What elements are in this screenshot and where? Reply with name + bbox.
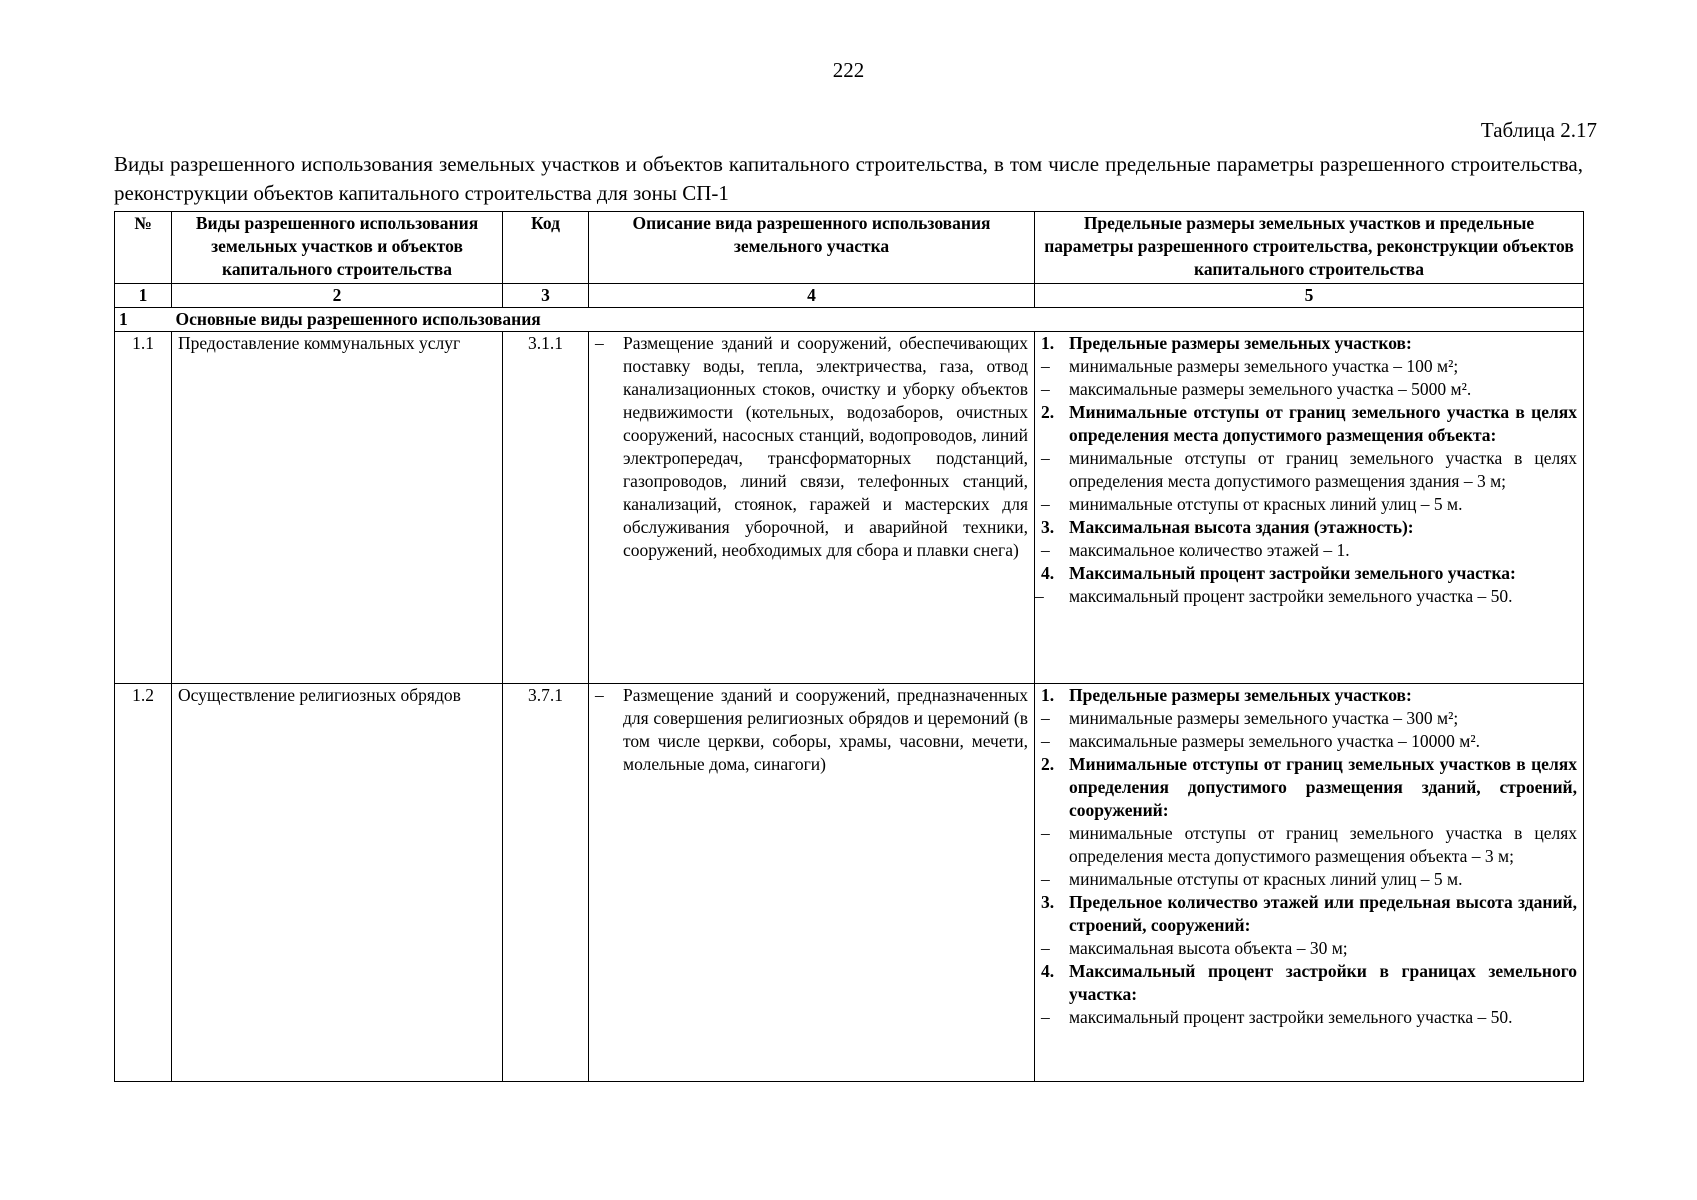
section-title: Основные виды разрешенного использования (172, 308, 1584, 332)
param-item: максимальный процент застройки земельного участка – 50. (1069, 1007, 1513, 1027)
dash-bullet: – (1041, 938, 1050, 958)
header-row (115, 212, 1584, 284)
land-use-table (114, 211, 1584, 1082)
param-number: 4. (1041, 563, 1055, 583)
param-heading: Максимальный процент застройки в границах земельного участка: (1069, 961, 1577, 1004)
header-kind: Виды разрешенного использования земельных участков и объектов капитального строительства (172, 212, 503, 284)
dash-bullet: – (595, 685, 604, 705)
use-description (589, 684, 1035, 1082)
section-number: 1 (115, 308, 172, 332)
dash-bullet: – (1041, 869, 1050, 889)
column-number: 2 (172, 284, 503, 308)
column-number: 1 (115, 284, 172, 308)
param-item: минимальные размеры земельного участка – 100 м²; (1069, 356, 1459, 376)
param-item: минимальные отступы от границ земельного участка в целях определения места допустимого размещения объекта – 3 м; (1069, 823, 1577, 866)
param-number: 4. (1041, 961, 1055, 981)
param-item: минимальные отступы от красных линий улиц – 5 м. (1069, 869, 1463, 889)
use-code: 3.1.1 (503, 332, 589, 684)
use-description (589, 332, 1035, 684)
param-heading: Предельные размеры земельных участков: (1069, 333, 1412, 353)
param-item: минимальные размеры земельного участка – 300 м²; (1069, 708, 1459, 728)
header-code: Код (503, 212, 589, 284)
use-code: 3.7.1 (503, 684, 589, 1082)
table-label: Таблица 2.17 (1480, 118, 1597, 142)
dash-bullet: – (595, 333, 604, 353)
dash-bullet: – (1041, 448, 1050, 468)
dash-bullet: – (1041, 823, 1050, 843)
param-heading: Предельные размеры земельных участков: (1069, 685, 1412, 705)
table-caption: Виды разрешенного использования земельных участков и объектов капитального строительства, в том числе предельные параметры разрешенного строительства, реконструкции объектов капитального строительства для зоны СП-1 (114, 152, 1583, 205)
row-number: 1.2 (115, 684, 172, 1082)
param-heading: Максимальный процент застройки земельного участка: (1069, 563, 1516, 583)
param-item: максимальные размеры земельного участка – 5000 м². (1069, 379, 1472, 399)
param-number: 2. (1041, 754, 1055, 774)
use-kind: Предоставление коммунальных услуг (172, 332, 503, 684)
dash-bullet: – (1041, 494, 1050, 514)
param-item: максимальная высота объекта – 30 м; (1069, 938, 1348, 958)
header-num: № (115, 212, 172, 284)
column-number: 5 (1035, 284, 1584, 308)
dash-bullet: – (1041, 731, 1050, 751)
limit-parameters (1035, 684, 1584, 1082)
table-row (115, 684, 1584, 1082)
param-item: максимальное количество этажей – 1. (1069, 540, 1350, 560)
dash-bullet: – (1035, 586, 1044, 606)
param-heading: Максимальная высота здания (этажность): (1069, 517, 1414, 537)
param-heading: Предельное количество этажей или предельная высота зданий, строений, сооружений: (1069, 892, 1577, 935)
row-number: 1.1 (115, 332, 172, 684)
dash-bullet: – (1041, 356, 1050, 376)
column-number-row (115, 284, 1584, 308)
dash-bullet: – (1041, 1007, 1050, 1027)
param-number: 3. (1041, 892, 1055, 912)
param-number: 1. (1041, 685, 1055, 705)
param-item: максимальный процент застройки земельного участка – 50. (1069, 586, 1513, 606)
description-text: Размещение зданий и сооружений, предназначенных для совершения религиозных обрядов и церемоний (в том числе церкви, соборы, храмы, часовни, мечети, молельные дома, синагоги) (623, 685, 1028, 774)
param-heading: Минимальные отступы от границ земельного участка в целях определения места допустимого размещения объекта: (1069, 402, 1577, 445)
param-item: максимальные размеры земельного участка – 10000 м². (1069, 731, 1480, 751)
dash-bullet: – (1041, 379, 1050, 399)
dash-bullet: – (1041, 540, 1050, 560)
param-item: минимальные отступы от границ земельного участка в целях определения места допустимого размещения здания – 3 м; (1069, 448, 1577, 491)
param-heading: Минимальные отступы от границ земельных участков в целях определения допустимого размещения зданий, строений, сооружений: (1069, 754, 1577, 820)
param-number: 1. (1041, 333, 1055, 353)
param-item: минимальные отступы от красных линий улиц – 5 м. (1069, 494, 1463, 514)
param-number: 3. (1041, 517, 1055, 537)
section-row (115, 308, 1584, 332)
dash-bullet: – (1041, 708, 1050, 728)
page-number: 222 (832, 58, 865, 82)
table-row (115, 332, 1584, 684)
use-kind: Осуществление религиозных обрядов (172, 684, 503, 1082)
description-text: Размещение зданий и сооружений, обеспечивающих поставку воды, тепла, электричества, газа, отвод канализационных стоков, очистку и уборку объектов недвижимости (котельных, водозаборов, очистных сооружений, насосных станций, водопроводов, линий электропередач, трансформаторных подстанций, газопроводов, линий связи, телефонных станций, канализаций, стоянок, гаражей и мастерских для обслуживания уборочной, и аварийной техники, сооружений, необходимых для сбора и плавки снега) (623, 333, 1028, 560)
column-number: 3 (503, 284, 589, 308)
header-params: Предельные размеры земельных участков и предельные параметры разрешенного строительства, реконструкции объектов капитального строительства (1035, 212, 1584, 284)
param-number: 2. (1041, 402, 1055, 422)
header-desc: Описание вида разрешенного использования земельного участка (589, 212, 1035, 284)
limit-parameters (1035, 332, 1584, 684)
column-number: 4 (589, 284, 1035, 308)
